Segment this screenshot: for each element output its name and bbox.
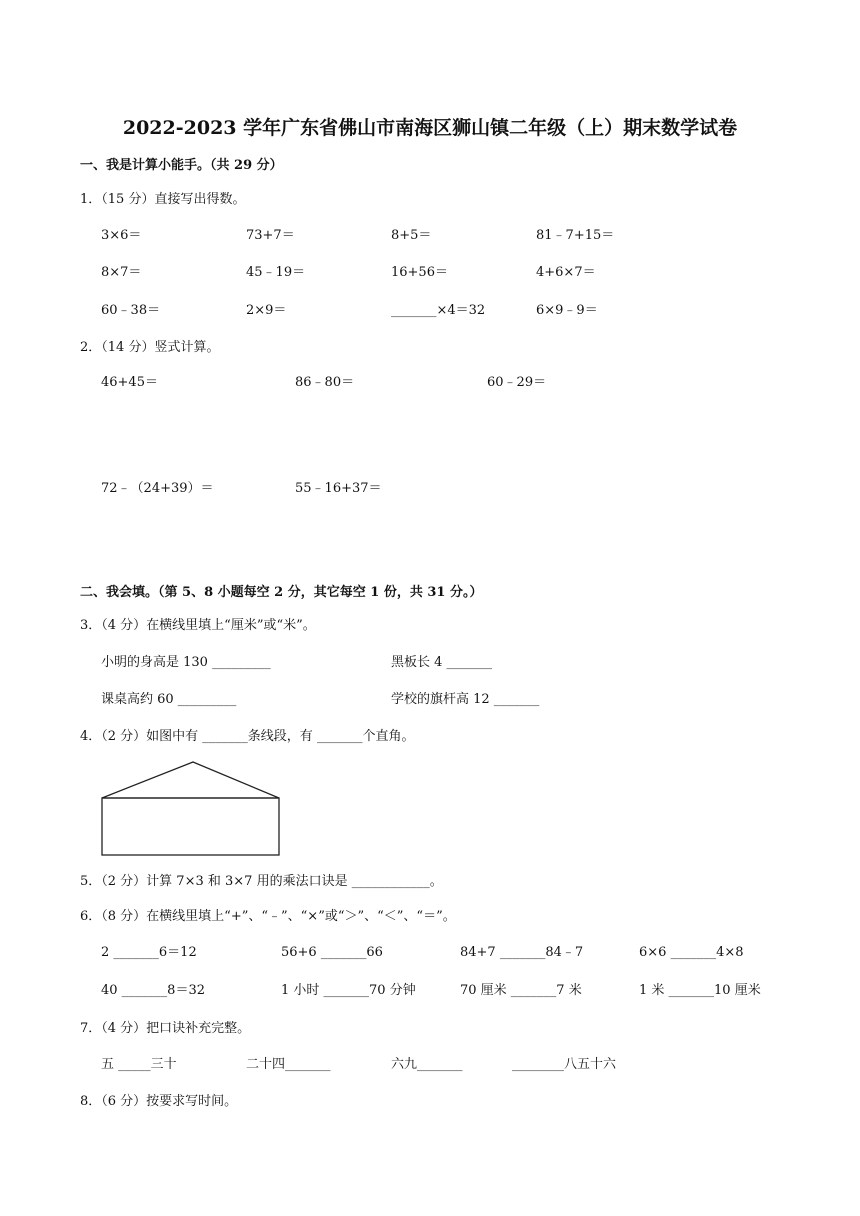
q2-label: 2．（14 分）竖式计算。 xyxy=(80,340,220,355)
q4-label: 4．（2 分）如图中有 _______条线段，有 _______个直角。 xyxy=(80,729,415,744)
page-title: 2022-2023 学年广东省佛山市南海区狮山镇二年级（上）期末数学试卷 xyxy=(122,117,738,139)
q6-label: 6．（8 分）在横线里填上“+”、“﹣”、“×”或“＞”、“＜”、“＝”。 xyxy=(80,909,456,924)
q1-item: 3×6＝ xyxy=(101,228,142,243)
q1-item: 60﹣38＝ xyxy=(101,303,161,318)
q1-item: 4+6×7＝ xyxy=(536,265,596,280)
q7-item: 二十四_______ xyxy=(246,1057,331,1072)
q6-item: 2 _______6＝12 xyxy=(101,945,197,960)
q3-item: 课桌高约 60 _________ xyxy=(101,692,237,707)
q1-item: 45﹣19＝ xyxy=(246,265,306,280)
q6-item: 6×6 _______4×8 xyxy=(639,945,744,960)
q6-item: 56+6 _______66 xyxy=(281,945,383,960)
q6-item: 70 厘米 _______7 米 xyxy=(460,983,582,998)
q3-item: 学校的旗杆高 12 _______ xyxy=(391,692,540,707)
q2-item: 55﹣16+37＝ xyxy=(295,481,382,496)
q6-item: 84+7 _______84﹣7 xyxy=(460,945,584,960)
q1-item: 8+5＝ xyxy=(391,228,432,243)
q1-item: 81﹣7+15＝ xyxy=(536,228,615,243)
q7-label: 7．（4 分）把口诀补充完整。 xyxy=(80,1021,251,1036)
q2-item: 60﹣29＝ xyxy=(487,375,547,390)
figure-rectangle xyxy=(102,798,279,855)
q3-item: 小明的身高是 130 _________ xyxy=(101,655,271,670)
section2-heading: 二、我会填。（第 5、8 小题每空 2 分，其它每空 1 份，共 31 分。） xyxy=(80,585,483,600)
q7-item: 五 _____三十 xyxy=(101,1057,177,1072)
q3-item: 黑板长 4 _______ xyxy=(391,655,493,670)
q1-label: 1．（15 分）直接写出得数。 xyxy=(80,192,246,207)
q2-item: 86﹣80＝ xyxy=(295,375,355,390)
q6-item: 40 _______8＝32 xyxy=(101,983,205,998)
q4-figure xyxy=(100,760,282,858)
q7-item: 六九_______ xyxy=(391,1057,463,1072)
q6-item: 1 小时 _______70 分钟 xyxy=(281,983,416,998)
q1-item: 16+56＝ xyxy=(391,265,448,280)
q6-item: 1 米 _______10 厘米 xyxy=(639,983,761,998)
q8-label: 8．（6 分）按要求写时间。 xyxy=(80,1094,238,1109)
q1-item: 6×9﹣9＝ xyxy=(536,303,598,318)
figure-triangle xyxy=(102,762,279,798)
q1-item: 73+7＝ xyxy=(246,228,295,243)
q7-item: ________八五十六 xyxy=(512,1057,617,1072)
section1-heading: 一、我是计算小能手。（共 29 分） xyxy=(80,158,283,173)
q3-label: 3．（4 分）在横线里填上“厘米”或“米”。 xyxy=(80,618,316,633)
q1-item: 8×7＝ xyxy=(101,265,142,280)
q2-item: 46+45＝ xyxy=(101,375,158,390)
q5-label: 5．（2 分）计算 7×3 和 3×7 用的乘法口诀是 ____________。 xyxy=(80,874,443,889)
q2-item: 72﹣（24+39）＝ xyxy=(101,481,214,496)
q1-item: 2×9＝ xyxy=(246,303,287,318)
q1-item: _______×4＝32 xyxy=(391,303,486,318)
